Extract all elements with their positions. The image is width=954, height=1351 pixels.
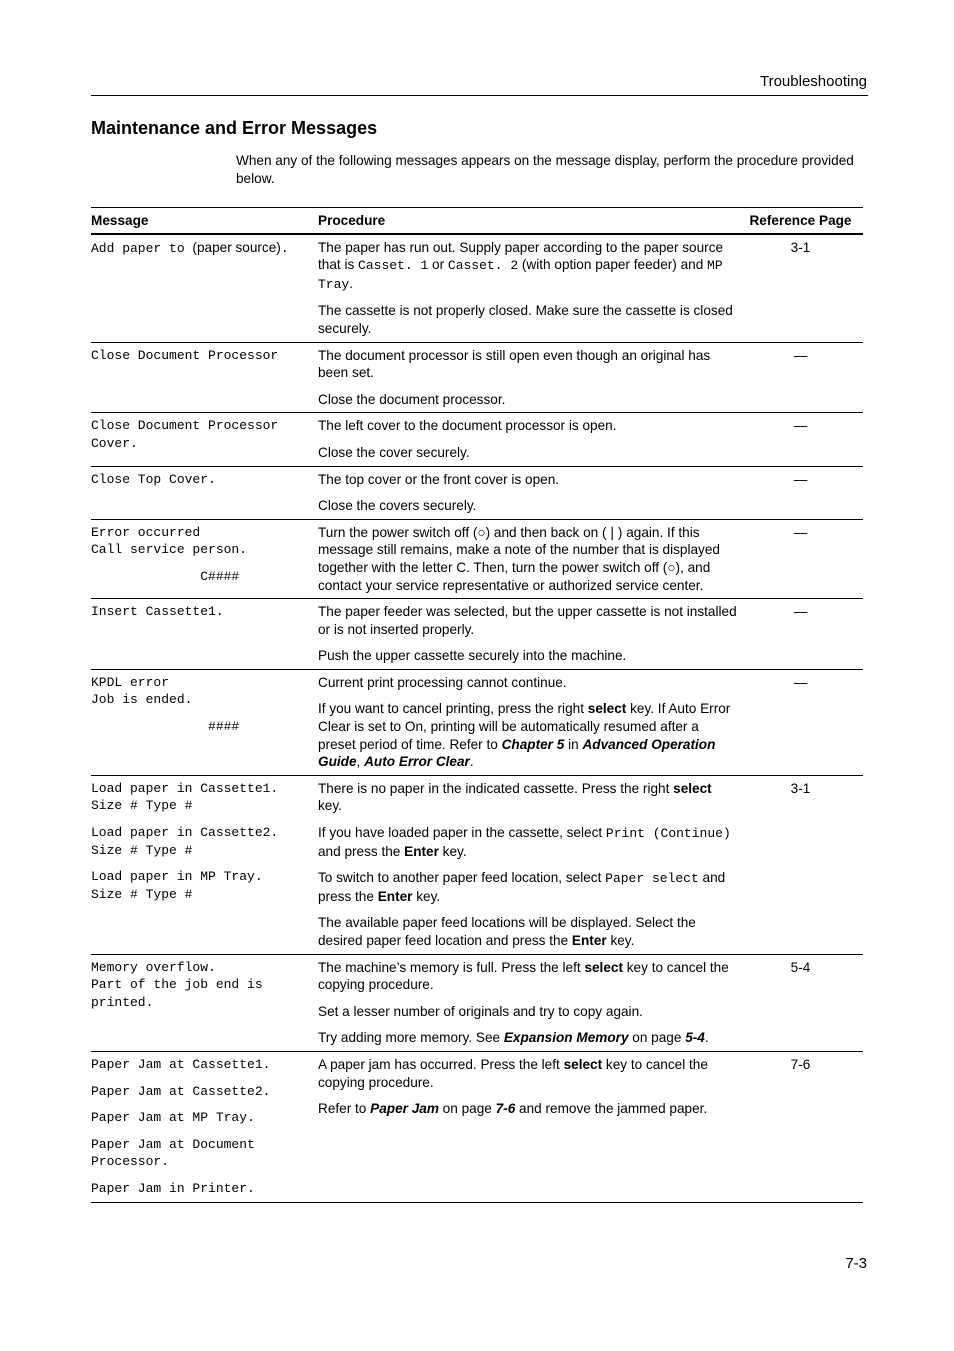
message-line: Size # Type #	[91, 886, 193, 902]
procedure-step: Turn the power switch off (○) and then back on (❘) again. If this message still remains, make a note of the number that is displayed together with the letter C. Then, turn the power switch off (○), and contact your service representative or authorized service center.	[318, 524, 720, 593]
reference-cell: 3-1	[738, 234, 863, 342]
page-number: 7-3	[845, 1255, 867, 1272]
message-line: KPDL error	[91, 674, 170, 690]
table-row	[91, 466, 863, 519]
text: key.	[318, 798, 342, 814]
text: A paper jam has occurred. Press the left	[318, 1056, 564, 1072]
xref: Expansion Memory	[503, 1030, 629, 1046]
text: on page	[628, 1030, 686, 1046]
message-cell	[91, 775, 318, 954]
message-text: Add paper to	[91, 240, 193, 256]
procedure-cell	[318, 234, 738, 342]
message-line: Insert Cassette1.	[91, 604, 224, 620]
reference-cell: —	[738, 342, 863, 413]
key-name: Enter	[571, 933, 607, 948]
text: The machine’s memory is full. Press the left	[318, 959, 585, 975]
reference-cell: 7-6	[738, 1051, 863, 1202]
message-line: Cover.	[91, 435, 138, 451]
procedure-step: Set a lesser number of originals and try to copy again.	[318, 1003, 643, 1019]
message-line: Paper Jam at Document	[91, 1136, 255, 1152]
messages-table	[91, 207, 863, 1203]
procedure-step	[318, 959, 738, 994]
procedure-cell	[318, 342, 738, 413]
xref: 7-6	[495, 1101, 516, 1117]
message-cell	[91, 342, 318, 413]
text: in	[564, 736, 583, 752]
text: on page	[438, 1101, 496, 1117]
text: key to cancel the copying procedure.	[318, 959, 729, 993]
procedure-step	[318, 700, 738, 770]
message-cell	[91, 1051, 318, 1202]
reference-cell: —	[738, 413, 863, 466]
procedure-step: The top cover or the front cover is open.	[318, 471, 560, 487]
message-tail: .	[280, 240, 289, 256]
key-name: Enter	[404, 843, 439, 859]
message-block	[91, 1109, 318, 1127]
procedure-cell	[318, 669, 738, 775]
reference-cell: —	[738, 466, 863, 519]
xref: Paper Jam	[370, 1101, 439, 1117]
key-name: select	[584, 959, 623, 975]
text: The available paper feed locations will be displayed. Select the desired paper feed location and press the	[318, 915, 696, 948]
procedure-step: Current print processing cannot continue.	[318, 674, 567, 690]
message-line: Size # Type #	[91, 842, 193, 858]
text: ,	[356, 754, 365, 770]
procedure-cell	[318, 954, 738, 1051]
text: and press the	[318, 870, 726, 904]
running-header: Troubleshooting	[759, 73, 867, 90]
procedure-step: Close the cover securely.	[318, 444, 470, 460]
message-cell	[91, 413, 318, 466]
message-line: Paper Jam in Printer.	[91, 1180, 255, 1196]
xref: Auto Error Clear	[364, 754, 470, 770]
procedure-cell	[318, 775, 738, 954]
procedure-step: The document processor is still open even though an original has been set.	[318, 347, 711, 381]
procedure-step	[318, 239, 738, 294]
header-reference-page: Reference Page	[738, 208, 863, 234]
table-row	[91, 775, 863, 954]
text: key. If Auto Error Clear is set to On, printing will be automatically resumed after a preset period of time. Refer to	[318, 701, 731, 752]
procedure-cell	[318, 519, 738, 598]
mono-term: Print (Continue)	[605, 826, 731, 842]
message-line: Processor.	[91, 1154, 170, 1170]
key-name: select	[587, 701, 627, 717]
text: and press the	[318, 843, 405, 859]
message-block	[91, 824, 318, 859]
error-code: ####	[91, 719, 240, 735]
text: key.	[412, 888, 441, 904]
message-block	[91, 1056, 318, 1074]
mono-term: Paper select	[605, 871, 699, 887]
message-placeholder: (paper source)	[192, 239, 281, 255]
message-line: Load paper in MP Tray.	[91, 869, 263, 885]
message-line: Part of the job end is	[91, 977, 263, 993]
intro-paragraph: When any of the following messages appears on the message display, perform the procedure provided below.	[236, 153, 854, 186]
message-block	[91, 868, 318, 903]
message-line: Close Document Processor	[91, 347, 279, 363]
text: or	[428, 257, 448, 273]
table-row	[91, 954, 863, 1051]
error-code: C####	[91, 568, 240, 584]
message-block	[91, 1083, 318, 1101]
text: .	[469, 754, 474, 770]
message-cell	[91, 466, 318, 519]
text: .	[704, 1030, 709, 1046]
table-row	[91, 599, 863, 670]
header-message: Message	[91, 208, 318, 234]
text: .	[349, 275, 353, 291]
procedure-step	[318, 914, 738, 949]
procedure-cell	[318, 599, 738, 670]
procedure-step: The paper feeder was selected, but the upper cassette is not installed or is not inserted properly.	[318, 604, 737, 637]
header-procedure: Procedure	[318, 208, 738, 234]
procedure-step	[318, 824, 738, 860]
text: If you have loaded paper in the cassette, select	[318, 825, 606, 841]
message-line: Job is ended.	[91, 692, 193, 708]
reference-cell: —	[738, 599, 863, 670]
xref: 5-4	[685, 1030, 705, 1046]
procedure-step: The cassette is not properly closed. Make sure the cassette is closed securely.	[318, 303, 733, 336]
message-line: Close Top Cover.	[91, 471, 216, 487]
message-line: Close Document Processor	[91, 418, 279, 434]
procedure-step	[318, 1029, 738, 1047]
procedure-step	[318, 869, 738, 905]
message-block	[91, 1180, 318, 1198]
mono-term: MP Tray	[318, 258, 723, 292]
message-line: Paper Jam at Cassette1.	[91, 1056, 271, 1072]
message-cell	[91, 599, 318, 670]
mono-term: Casset. 1	[358, 258, 429, 274]
reference-cell: 3-1	[738, 775, 863, 954]
key-name: select	[673, 780, 712, 796]
text: The paper has run out. Supply paper according to the paper source that is	[318, 239, 724, 273]
message-block	[91, 1136, 318, 1171]
section-title: Maintenance and Error Messages	[91, 118, 378, 138]
procedure-step: Close the covers securely.	[318, 498, 477, 514]
table-header-row	[91, 208, 863, 234]
text: key to cancel the copying procedure.	[318, 1056, 708, 1090]
message-cell	[91, 234, 318, 342]
procedure-step	[318, 780, 738, 815]
table-row	[91, 234, 863, 342]
header-rule	[91, 95, 868, 96]
message-line: Paper Jam at Cassette2.	[91, 1083, 271, 1099]
procedure-step	[318, 1056, 738, 1091]
message-line: Size # Type #	[91, 798, 193, 814]
procedure-cell	[318, 413, 738, 466]
procedure-step	[318, 1100, 738, 1118]
procedure-step: Close the document processor.	[318, 391, 506, 407]
message-cell	[91, 954, 318, 1051]
message-line: Load paper in Cassette1.	[91, 780, 279, 796]
message-line: printed.	[91, 994, 154, 1010]
procedure-cell	[318, 466, 738, 519]
table-row	[91, 413, 863, 466]
key-name: Enter	[377, 888, 413, 904]
xref: Advanced Operation Guide	[318, 736, 716, 770]
text: Try adding more memory. See	[318, 1030, 504, 1046]
message-line: Load paper in Cassette2.	[91, 825, 279, 841]
table-row	[91, 669, 863, 775]
message-block	[91, 780, 318, 815]
text: key.	[606, 933, 635, 948]
table-row	[91, 519, 863, 598]
message-line: Call service person.	[91, 542, 248, 558]
text: (with option paper feeder) and	[518, 257, 708, 273]
message-line: Error occurred	[91, 524, 201, 540]
reference-cell: 5-4	[738, 954, 863, 1051]
message-line: Paper Jam at MP Tray.	[91, 1110, 255, 1126]
message-cell	[91, 519, 318, 598]
text: Refer to	[318, 1101, 371, 1117]
table-row	[91, 1051, 863, 1202]
text: To switch to another paper feed location, select	[318, 870, 606, 886]
procedure-step: The left cover to the document processor is open.	[318, 418, 617, 434]
text: and remove the jammed paper.	[515, 1101, 708, 1117]
message-line: Memory overflow.	[91, 959, 216, 975]
message-cell	[91, 669, 318, 775]
procedure-cell	[318, 1051, 738, 1202]
reference-cell: —	[738, 519, 863, 598]
xref: Chapter 5	[501, 736, 565, 752]
text: There is no paper in the indicated cassette. Press the right	[318, 780, 674, 796]
procedure-step: Push the upper cassette securely into the machine.	[318, 648, 627, 664]
text: If you want to cancel printing, press the right	[318, 701, 588, 717]
reference-cell: —	[738, 669, 863, 775]
key-name: select	[563, 1056, 603, 1072]
table-row	[91, 342, 863, 413]
text: key.	[438, 843, 467, 859]
mono-term: Casset. 2	[447, 258, 519, 274]
